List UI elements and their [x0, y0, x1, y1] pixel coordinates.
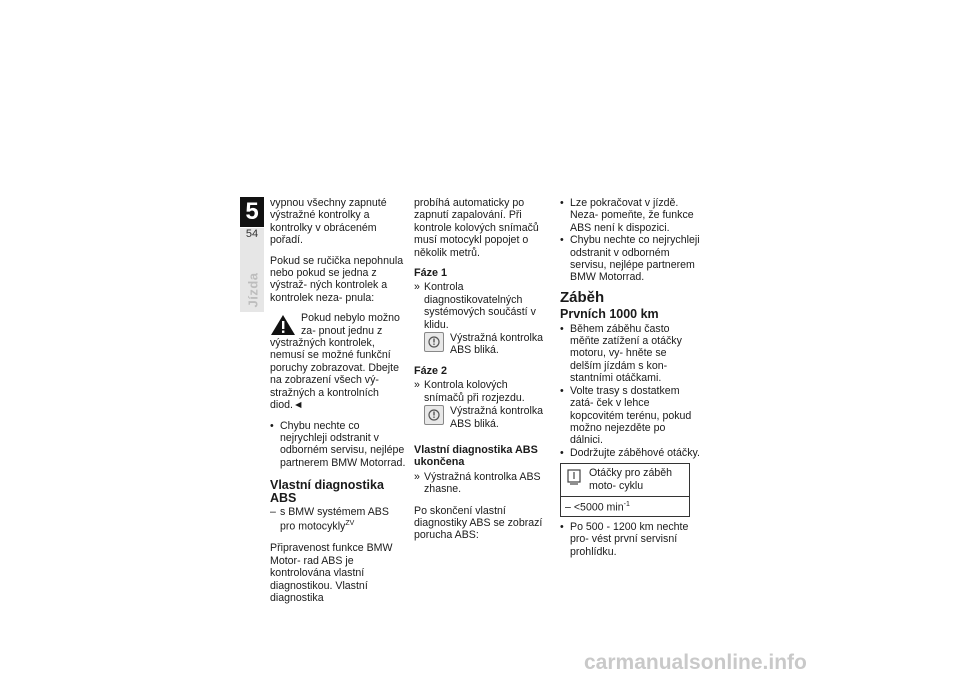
- watermark: carmanualsonline.info: [584, 651, 807, 674]
- warning-note: Pokud nebylo možno za- pnout jednu z výstražných kontrolek, nemusí se možné funkční poruchy zobrazovat. Dbejte na zobrazení všech vý- stražných a kontrolních diod.◄: [270, 312, 400, 412]
- warning-icon: [270, 314, 296, 336]
- paragraph: vypnou všechny zapnuté výstražné kontrolky a kontrolky v obráceném pořadí.: [270, 197, 387, 247]
- section-heading: Vlastní diagnostika ABS: [270, 478, 384, 505]
- bullet-mark: •: [560, 384, 564, 397]
- bullet-mark: •: [560, 234, 564, 247]
- chapter-number: 5: [240, 197, 264, 227]
- arrow-mark: »: [414, 379, 420, 392]
- list-item: • Dodržujte záběhové otáčky.: [560, 446, 700, 459]
- paragraph: Po skončení vlastní diagnostiky ABS se zobrazí porucha ABS:: [414, 504, 543, 542]
- column-2: [414, 197, 550, 550]
- subsection-heading: Prvních 1000 km: [560, 307, 659, 322]
- arrow-mark: »: [414, 281, 420, 294]
- arrow-mark: »: [414, 470, 420, 483]
- spec-box: [560, 463, 690, 517]
- list-item: • Během záběhu často měňte zatížení a otáčky motoru, vy- hněte se delším jízdám s kon- stantními otáčkami.: [560, 322, 682, 385]
- list-item: • Po 500 - 1200 km nechte pro- vést první servisní prohlídku.: [560, 520, 689, 558]
- list-item: • Chybu nechte co nejrychleji odstranit v odborném servisu, nejlépe partnerem BMW Motorrad.: [270, 419, 406, 469]
- spec-value: – <5000 $\min^{-1}$: [565, 500, 630, 514]
- phase-heading: Fáze 2: [414, 364, 448, 377]
- list-item: » Kontrola kolových snímačů při rozjezdu.: [414, 379, 525, 404]
- spec-label: Otáčky pro záběh moto- cyklu: [589, 467, 673, 492]
- bullet-mark: •: [270, 419, 274, 432]
- lamp-row: Výstražná kontrolka ABS bliká.: [414, 405, 550, 430]
- list-item: • Chybu nechte co nejrychleji odstranit v odborném servisu, nejlépe partnerem BMW Motorrad.: [560, 234, 700, 284]
- bullet-mark: •: [560, 520, 564, 533]
- paragraph: probíhá automaticky po zapnutí zapalování. Při kontrole kolových snímačů musí motocykl popojet o několik metrů.: [414, 197, 539, 259]
- list-item: » Výstražná kontrolka ABS zhasne.: [414, 470, 541, 496]
- section-heading: Záběh: [560, 288, 605, 306]
- phase-heading: Fáze 1: [414, 267, 448, 280]
- bullet-mark: •: [560, 197, 564, 209]
- dash-mark: –: [270, 505, 276, 518]
- paragraph: Pokud se ručička nepohnula nebo pokud se jedna z výstraž- ných kontrolek a kontrolek neza- pnula:: [270, 254, 404, 304]
- abs-lamp-icon: [424, 405, 444, 425]
- lamp-row: Výstražná kontrolka ABS bliká.: [414, 332, 550, 357]
- abs-lamp-icon: [424, 332, 444, 352]
- phase-heading: Vlastní diagnostika ABS ukončena: [414, 443, 538, 469]
- list-item: » Kontrola diagnostikovatelných systémových součástí v klidu.: [414, 281, 536, 331]
- column-3: [560, 197, 700, 558]
- tachometer-icon: [565, 467, 583, 487]
- column-1: [270, 197, 406, 612]
- list-item: • Lze pokračovat v jízdě. Neza- pomeňte, že funkce ABS není k dispozici.: [560, 197, 694, 234]
- side-chapter-title: Jízda: [245, 272, 261, 308]
- page-number: 54: [245, 228, 259, 240]
- bullet-mark: •: [560, 322, 564, 335]
- list-item: – s BMW systémem ABS pro motocykly$^{ZV}$: [270, 505, 389, 533]
- list-item: • Volte trasy s dostatkem zatá- ček v lehce kopcovitém terénu, pokud možno nejezděte po dálnici.: [560, 384, 692, 447]
- paragraph: Připravenost funkce BMW Motor- rad ABS je kontrolována vlastní diagnostikou. Vlastní diagnostika: [270, 542, 393, 604]
- bullet-mark: •: [560, 446, 564, 459]
